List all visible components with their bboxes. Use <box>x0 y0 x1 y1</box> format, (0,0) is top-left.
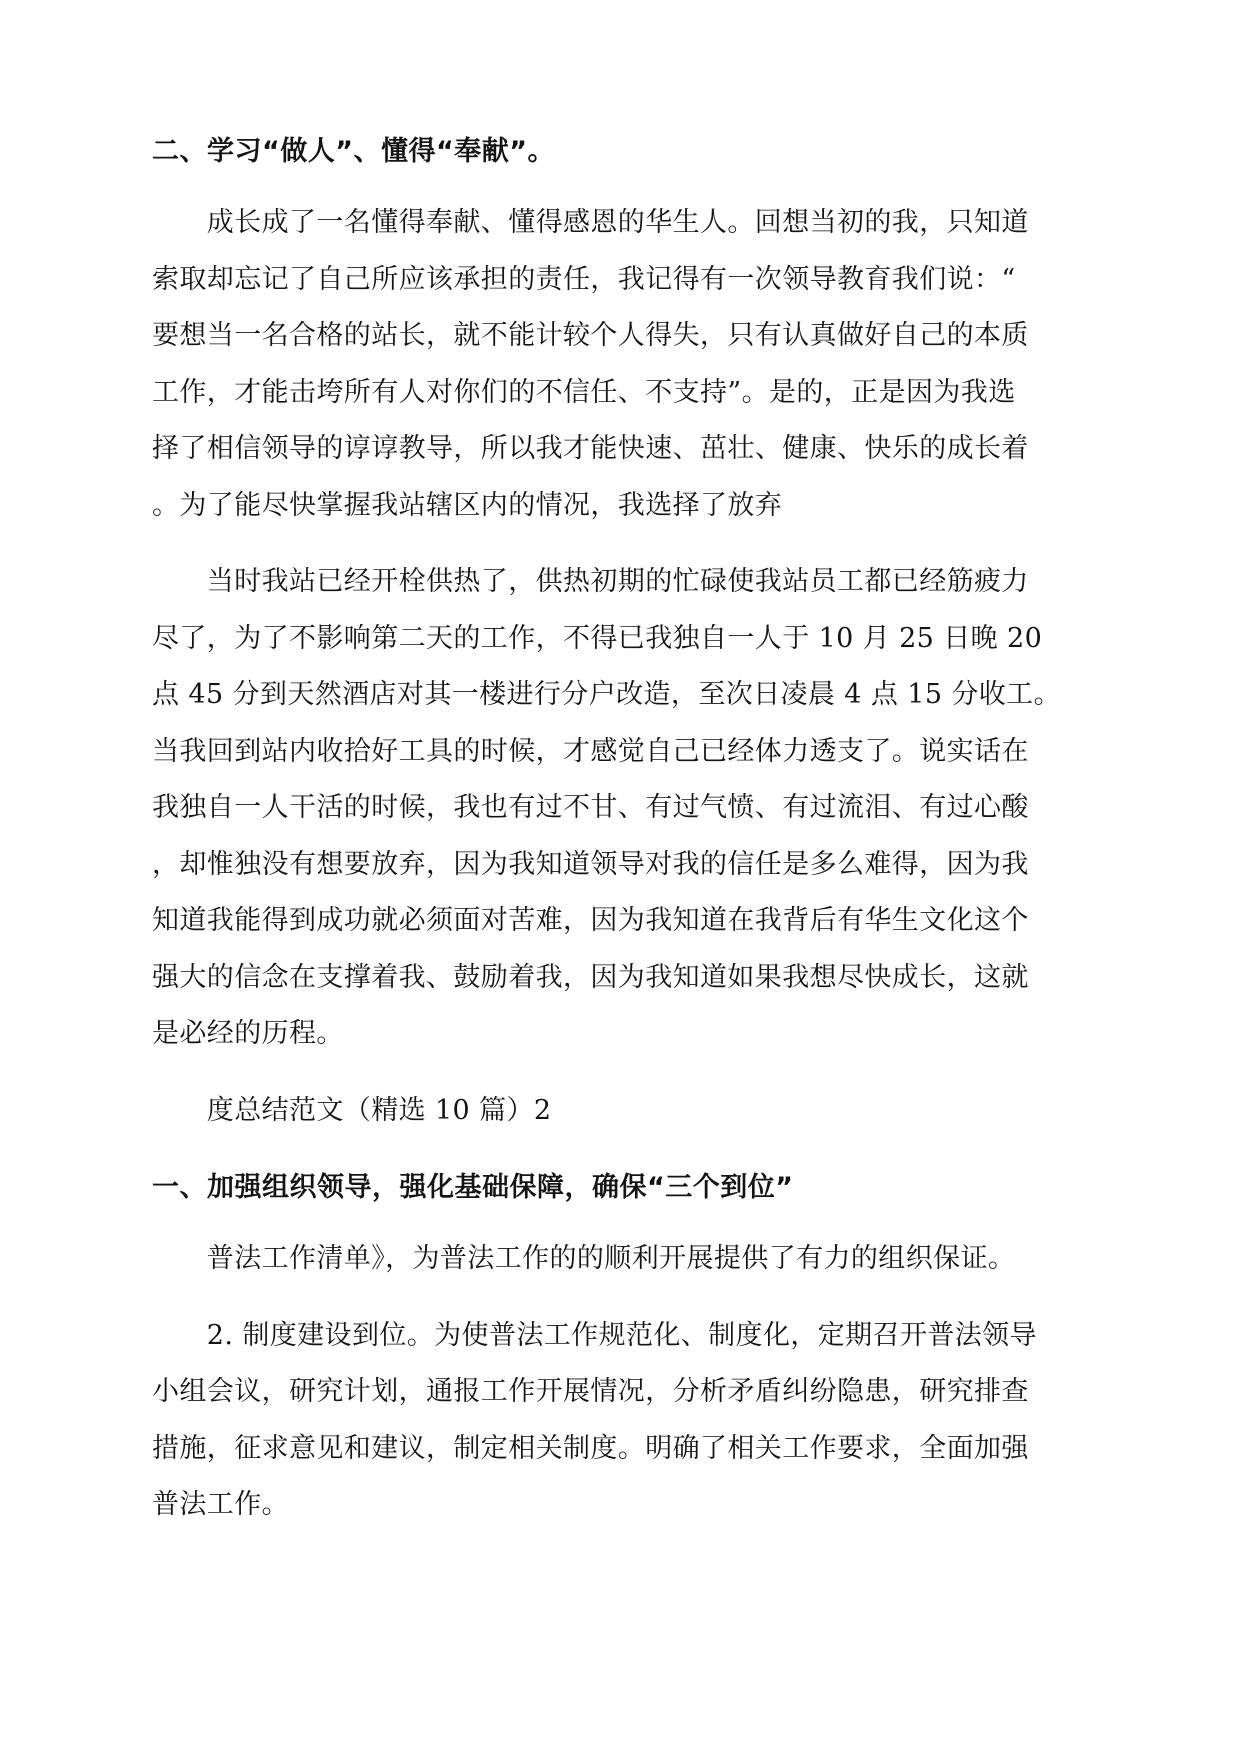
section-heading: 二、学习“做人”、懂得“奉献”。 <box>152 136 555 167</box>
paragraph-line: 小组会议，研究计划，通报工作开展情况，分析矛盾纠纷隐患，研究排查 <box>152 1376 1029 1407</box>
section-heading: 一、加强组织领导，强化基础保障，确保“三个到位” <box>152 1172 794 1203</box>
paragraph-line: 我独自一人干活的时候，我也有过不甘、有过气愤、有过流泪、有过心酸 <box>152 792 1029 823</box>
paragraph-line: 2. 制度建设到位。为使普法工作规范化、制度化，定期召开普法领导 <box>152 1319 1037 1351</box>
paragraph <box>152 1308 1092 1534</box>
paragraph-line: 当时我站已经开栓供热了，供热初期的忙碌使我站员工都已经筋疲力 <box>152 566 1029 597</box>
subtitle-line: 度总结范文（精选 10 篇）2 <box>152 1094 552 1126</box>
document-body <box>152 138 1092 1534</box>
paragraph <box>152 1231 1092 1288</box>
paragraph-line: 当我回到站内收拾好工具的时候，才感觉自己已经体力透支了。说实话在 <box>152 735 1029 767</box>
paragraph-line: 要想当一名合格的站长，就不能计较个人得失，只有认真做好自己的本质 <box>152 320 1029 351</box>
paragraph-line: 成长成了一名懂得奉献、懂得感恩的华生人。回想当初的我，只知道 <box>152 207 1029 238</box>
paragraph-line: 索取却忘记了自己所应该承担的责任，我记得有一次领导教育我们说：“ <box>152 263 1016 295</box>
paragraph-line: 是必经的历程。 <box>152 1018 344 1049</box>
paragraph-line: 普法工作。 <box>152 1489 289 1520</box>
paragraph-line: 措施，征求意见和建议，制定相关制度。明确了相关工作要求，全面加强 <box>152 1432 1029 1464</box>
paragraph-line: 尽了，为了不影响第二天的工作，不得已我独自一人于 10 月 25 日晚 20 <box>152 622 1043 654</box>
paragraph-line: 普法工作清单》，为普法工作的的顺利开展提供了有力的组织保证。 <box>152 1243 1016 1274</box>
paragraph-line: 择了相信领导的谆谆教导，所以我才能快速、茁壮、健康、快乐的成长着 <box>152 433 1029 464</box>
subtitle <box>152 1083 1092 1140</box>
paragraph-spacer <box>152 1139 1092 1174</box>
paragraph-line: 工作，才能击垮所有人对你们的不信任、不支持”。是的，正是因为我选 <box>152 376 1016 408</box>
paragraph <box>152 554 1092 1063</box>
paragraph-line: 点 45 分到天然酒店对其一楼进行分户改造，至次日凌晨 4 点 15 分收工。 <box>152 679 1061 710</box>
paragraph-line: ，却惟独没有想要放弃，因为我知道领导对我的信任是多么难得，因为我 <box>152 848 1029 880</box>
paragraph-spacer <box>152 1063 1092 1083</box>
paragraph-spacer <box>152 534 1092 554</box>
paragraph <box>152 195 1092 534</box>
paragraph-spacer <box>152 1288 1092 1308</box>
paragraph-line: 强大的信念在支撑着我、鼓励着我，因为我知道如果我想尽快成长，这就 <box>152 961 1029 993</box>
paragraph-line: 知道我能得到成功就必须面对苦难，因为我知道在我背后有华生文化这个 <box>152 905 1029 936</box>
paragraph-line: 。为了能尽快掌握我站辖区内的情况，我选择了放弃 <box>152 489 783 521</box>
